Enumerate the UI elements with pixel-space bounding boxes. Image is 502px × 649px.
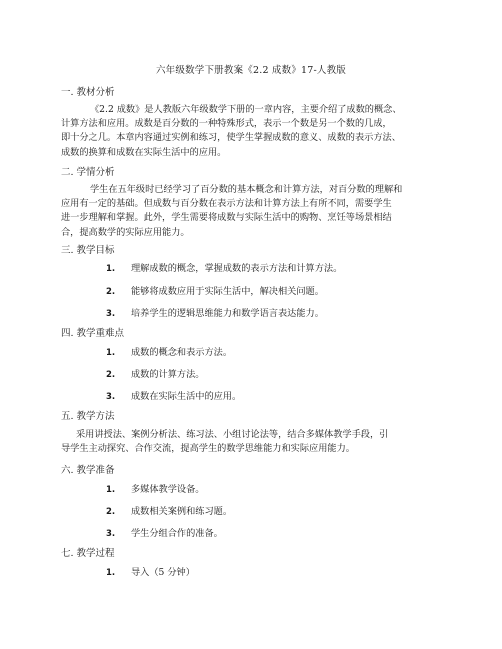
list-item-text: 理解成数的概念，掌握成数的表示方法和计算方法。 — [131, 263, 343, 274]
section-heading-student-analysis: 二. 学情分析 — [61, 167, 115, 178]
section-heading-teaching-methods: 五. 教学方法 — [61, 411, 115, 422]
section-heading-key-points: 四. 教学重难点 — [61, 328, 125, 339]
list-item-number: 2. — [106, 370, 116, 380]
list-item — [0, 483, 502, 497]
section-heading-teaching-process: 七. 教学过程 — [61, 548, 115, 559]
paragraph-line: 应用有一定的基础。但成数与百分数在表示方法和计算方法上有所不同，需要学生 — [61, 198, 392, 210]
list-item-text: 成数在实际生活中的应用。 — [131, 391, 242, 402]
paragraph-line: 计算方法和应用。成数是百分数的一种特殊形式，表示一个数是另一个数的几成， — [61, 118, 392, 130]
list-item-text: 导入（5 分钟） — [131, 567, 195, 578]
list-item-text: 培养学生的逻辑思维能力和数学语言表达能力。 — [131, 308, 324, 319]
list-item — [0, 505, 502, 519]
paragraph-line: 即十分之几。本章内容通过实例和练习，使学生掌握成数的意义、成数的表示方法、 — [61, 132, 401, 144]
paragraph-line: 采用讲授法、案例分析法、练习法、小组讨论法等，结合多媒体教学手段，引 — [76, 429, 389, 440]
list-item-number: 3. — [106, 392, 116, 402]
paragraph-line: 进一步理解和掌握。此外，学生需要将成数与实际生活中的购物、烹饪等场景相结 — [61, 212, 392, 224]
paragraph-line: 成数的换算和成数在实际生活中的应用。 — [61, 146, 227, 158]
paragraph-line: 学生在五年级时已经学习了百分数的基本概念和计算方法，对百分数的理解和 — [90, 184, 403, 195]
list-item-number: 1. — [106, 568, 116, 578]
paragraph-line: 导学生主动探究、合作交流，提高学生的数学思维能力和实际应用能力。 — [61, 443, 355, 455]
list-item-number: 2. — [106, 507, 116, 517]
section-heading-teaching-goals: 三. 教学目标 — [61, 245, 115, 256]
list-item — [0, 346, 502, 360]
section-heading-teaching-preparation: 六. 教学准备 — [61, 465, 115, 476]
list-item-text: 成数的概念和表示方法。 — [131, 347, 233, 358]
list-item-number: 1. — [106, 264, 116, 274]
list-item-number: 3. — [106, 529, 116, 539]
list-item-text: 多媒体教学设备。 — [131, 484, 205, 495]
list-item-number: 1. — [106, 485, 116, 495]
list-item-text: 成数的计算方法。 — [131, 369, 205, 380]
document-title: 六年级数学下册教案《2.2 成数》17-人教版 — [155, 65, 347, 76]
list-item — [0, 262, 502, 276]
list-item — [0, 307, 502, 321]
list-item-text: 成数相关案例和练习题。 — [131, 506, 233, 517]
list-item-number: 2. — [106, 287, 116, 297]
list-item — [0, 368, 502, 382]
list-item-text: 学生分组合作的准备。 — [131, 528, 223, 539]
list-item — [0, 390, 502, 404]
list-item-text: 能够将成数应用于实际生活中，解决相关问题。 — [131, 286, 324, 297]
list-item-number: 3. — [106, 309, 116, 319]
section-paragraph-teaching-methods — [61, 428, 441, 456]
list-item — [0, 566, 502, 580]
list-item-number: 1. — [106, 348, 116, 358]
section-paragraph-student-analysis — [61, 183, 441, 240]
paragraph-line: 《2.2 成数》是人教版六年级数学下册的一章内容，主要介绍了成数的概念、 — [90, 104, 402, 115]
section-paragraph-teaching-material — [61, 103, 441, 160]
section-heading-teaching-material: 一. 教材分析 — [61, 87, 115, 98]
list-item — [0, 285, 502, 299]
paragraph-line: 合，提高数学的实际应用能力。 — [61, 226, 190, 238]
list-item — [0, 527, 502, 541]
